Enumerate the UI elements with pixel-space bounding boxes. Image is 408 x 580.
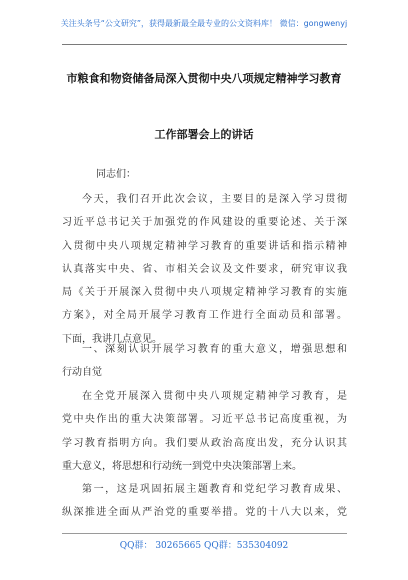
paragraph-line: 入贯彻中央八项规定精神学习教育的重要讲话和指示精神	[62, 240, 347, 252]
footer-divider	[62, 533, 347, 534]
section-heading-1	[62, 338, 347, 385]
paragraph-line: 重大意义，将思想和行动统一到党中央决策部署上来。	[62, 460, 302, 472]
document-title-line-1: 市粮食和物资储备局深入贯彻中央八项规定精神学习教育	[66, 72, 342, 85]
paragraph-1	[62, 188, 347, 351]
paragraph-line: 在全党开展深入贯彻中央八项规定精神学习教育，是	[82, 391, 347, 402]
paragraph-2	[62, 385, 347, 478]
paragraph-line: 纵深推进全面从严治党的重要举措。党的十八大以来，党	[62, 507, 347, 519]
header-promo-text: 关注头条号“公文研究”，获得最新最全最专业的公文资料库！ 微信：gongwenyj	[60, 19, 348, 28]
paragraph-line: 今天，我们召开此次会议，主要目的是深入学习贯彻	[82, 194, 347, 205]
footer-qq-groups: QQ群： 30265665 QQ群：535304092	[119, 541, 289, 551]
paragraph-line: 下面，我讲几点意见。	[62, 333, 162, 345]
paragraph-line: 认真落实中央、省、市相关会议及文件要求，研究审议我	[62, 263, 347, 275]
document-title-line-2: 工作部署会上的讲话	[154, 128, 254, 141]
paragraph-line: 一、深刻认识开展学习教育的重大意义，增强思想和	[82, 344, 347, 355]
salutation: 同志们：	[96, 169, 136, 180]
paragraph-line: 方案》，对全局开展学习教育工作进行全面动员和部署。	[62, 310, 347, 322]
paragraph-3	[62, 478, 347, 525]
header-divider	[62, 44, 347, 45]
paragraph-line: 行动自觉	[62, 367, 102, 379]
paragraph-line: 习近平总书记关于加强党的作风建设的重要论述、关于深	[62, 217, 347, 229]
paragraph-line: 学习教育指明方向。我们要从政治高度出发，充分认识其	[62, 437, 347, 449]
paragraph-line: 第一，这是巩固拓展主题教育和党纪学习教育成果、	[82, 484, 347, 495]
paragraph-line: 局《关于开展深入贯彻中央八项规定精神学习教育的实施	[62, 287, 347, 299]
paragraph-line: 党中央作出的重大决策部署。习近平总书记高度重视，为	[62, 414, 347, 426]
